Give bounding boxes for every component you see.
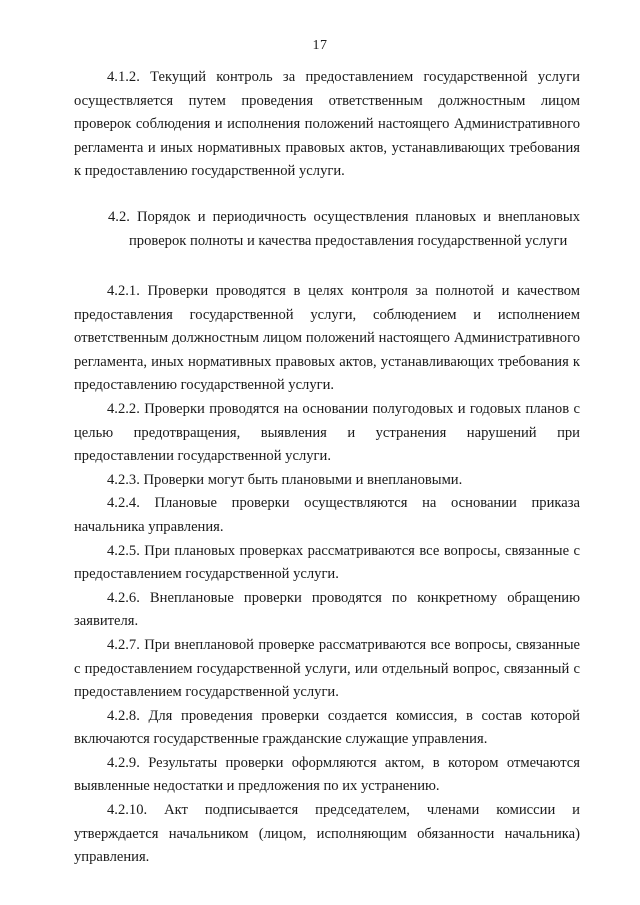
paragraph-4-1-2: 4.1.2. Текущий контроль за предоставлением государственной услуги осуществляется путем проведения ответственным должностным лицом проверок соблюдения и исполнения положений настоящего Административного регламента и иных нормативных правовых актов, устанавливающих требования к предоставлению государственной услуги.: [74, 69, 580, 180]
paragraph-4-2-6: 4.2.6. Внеплановые проверки проводятся по конкретному обращению заявителя.: [74, 589, 580, 630]
page-number: 17: [312, 38, 328, 53]
section-4-2-heading: [74, 206, 580, 253]
paragraph-4-2-8: 4.2.8. Для проведения проверки создается комиссия, в состав которой включаются государственные гражданские служащие управления.: [74, 707, 580, 748]
paragraph-4-2-3: 4.2.3. Проверки могут быть плановыми и внеплановыми.: [107, 471, 463, 488]
heading-4-2: 4.2. Порядок и периодичность осуществления плановых и внеплановых проверок полноты и качества предоставления государственной услуги: [108, 209, 580, 249]
paragraph-4-2-9: 4.2.9. Результаты проверки оформляются актом, в котором отмечаются выявленные недостатки и предложения по их устранению.: [74, 754, 580, 795]
paragraph-4-2-7: 4.2.7. При внеплановой проверке рассматриваются все вопросы, связанные с предоставлением государственной услуги, или отдельный вопрос, связанный с предоставлением государственной услуги.: [74, 636, 580, 701]
paragraph-4-2-4: 4.2.4. Плановые проверки осуществляются на основании приказа начальника управления.: [74, 495, 580, 535]
paragraph-4-2-1: 4.2.1. Проверки проводятся в целях контроля за полнотой и качеством предоставления государственной услуги, соблюдением и исполнением ответственным должностным лицом положений настоящего Административного регламента, иных нормативных правовых актов, устанавливающих требования к предоставлению государственной услуги.: [74, 283, 580, 394]
section-4-1-2: [74, 66, 580, 184]
paragraph-4-2-2: 4.2.2. Проверки проводятся на основании полугодовых и годовых планов с целью предотвращения, выявления и устранения нарушений при предоставлении государственной услуги.: [74, 400, 580, 465]
paragraph-4-2-5: 4.2.5. При плановых проверках рассматриваются все вопросы, связанные с предоставлением государственной услуги.: [74, 542, 580, 583]
section-4-2-body: [74, 280, 580, 870]
paragraph-4-2-10: 4.2.10. Акт подписывается председателем, членами комиссии и утверждается начальником (лицом, исполняющим обязанности начальника) управления.: [74, 802, 580, 866]
